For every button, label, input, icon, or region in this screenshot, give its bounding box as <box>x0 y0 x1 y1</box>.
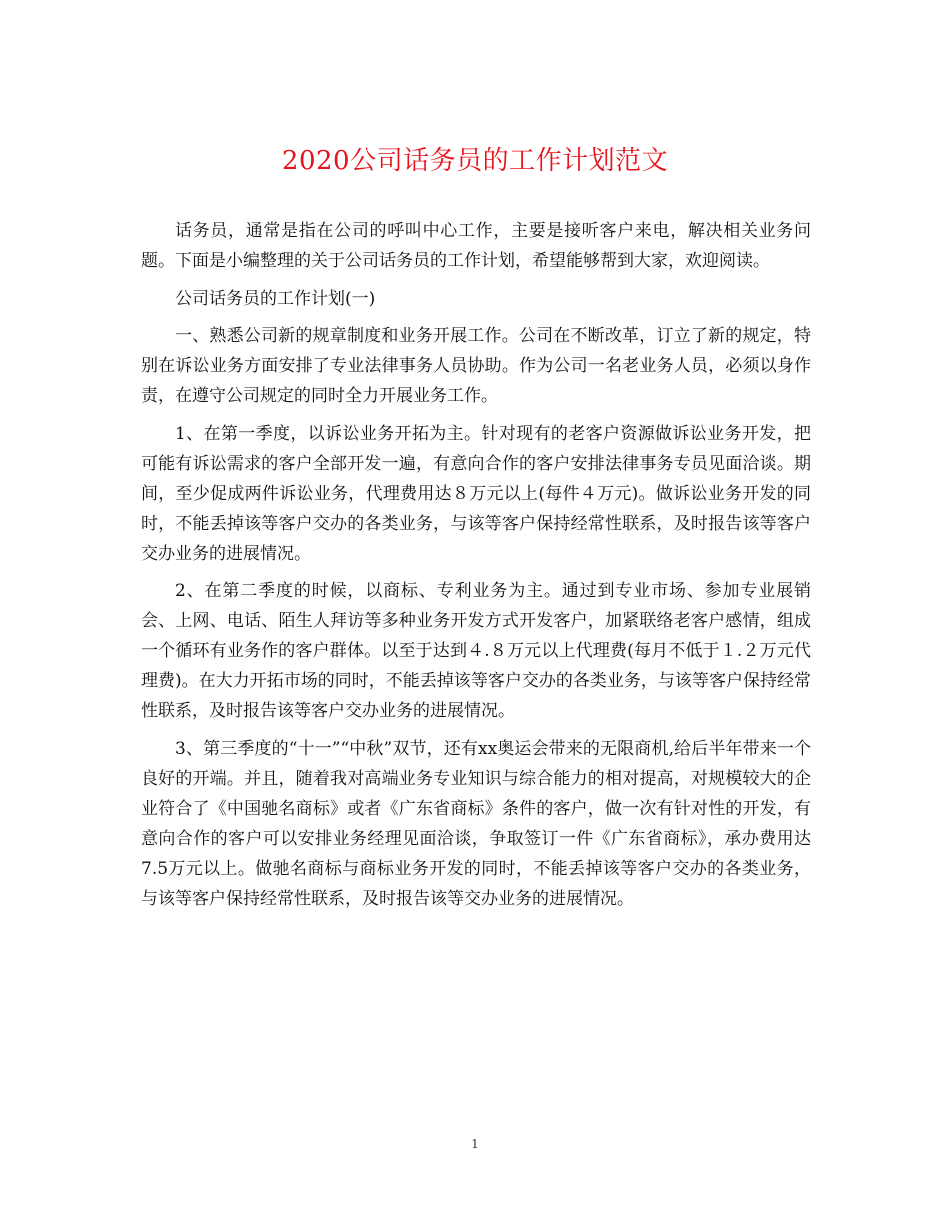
paragraph-q3: 3、第三季度的“十一”“中秋”双节，还有xx奥运会带来的无限商机,给后半年带来一个良好的开端。并且，随着我对高端业务专业知识与综合能力的相对提高，对规模较大的企业符合了《中国驰名商标》或者《广东省商标》条件的客户，做一次有针对性的开发，有意向合作的客户可以安排业务经理见面洽谈，争取签订一件《广东省商标》，承办费用达7.5万元以上。做驰名商标与商标业务开发的同时，不能丢掉该等客户交办的各类业务，与该等客户保持经常性联系，及时报告该等交办业务的进展情况。 <box>141 738 811 909</box>
paragraph-rules: 一、熟悉公司新的规章制度和业务开展工作。公司在不断改革，订立了新的规定，特别在诉讼业务方面安排了专业法律事务人员协助。作为公司一名老业务人员，必须以身作责，在遵守公司规定的同时全力开展业务工作。 <box>141 326 811 406</box>
section-heading: 公司话务员的工作计划(一) <box>175 288 376 309</box>
document-body <box>141 216 811 921</box>
paragraph-q1: 1、在第一季度，以诉讼业务开拓为主。针对现有的老客户资源做诉讼业务开发，把可能有诉讼需求的客户全部开发一遍，有意向合作的客户安排法律事务专员见面洽谈。期间，至少促成两件诉讼业务，代理费用达８万元以上(每件４万元)。做诉讼业务开发的同时，不能丢掉该等客户交办的各类业务，与该等客户保持经常性联系，及时报告该等客户交办业务的进展情况。 <box>141 423 811 564</box>
document-title: 2020公司话务员的工作计划范文 <box>281 146 669 176</box>
intro-paragraph: 话务员，通常是指在公司的呼叫中心工作，主要是接听客户来电，解决相关业务问题。下面是小编整理的关于公司话务员的工作计划，希望能够帮到大家，欢迎阅读。 <box>141 221 811 271</box>
page-number: 1 <box>471 1137 479 1151</box>
paragraph-q2: 2、在第二季度的时候，以商标、专利业务为主。通过到专业市场、参加专业展销会、上网、电话、陌生人拜访等多种业务开发方式开发客户，加紧联络老客户感情，组成一个循环有业务作的客户群体。以至于达到４.８万元以上代理费(每月不低于１.２万元代理费)。在大力开拓市场的同时，不能丢掉该等客户交办的各类业务，与该等客户保持经常性联系，及时报告该等客户交办业务的进展情况。 <box>141 581 811 721</box>
